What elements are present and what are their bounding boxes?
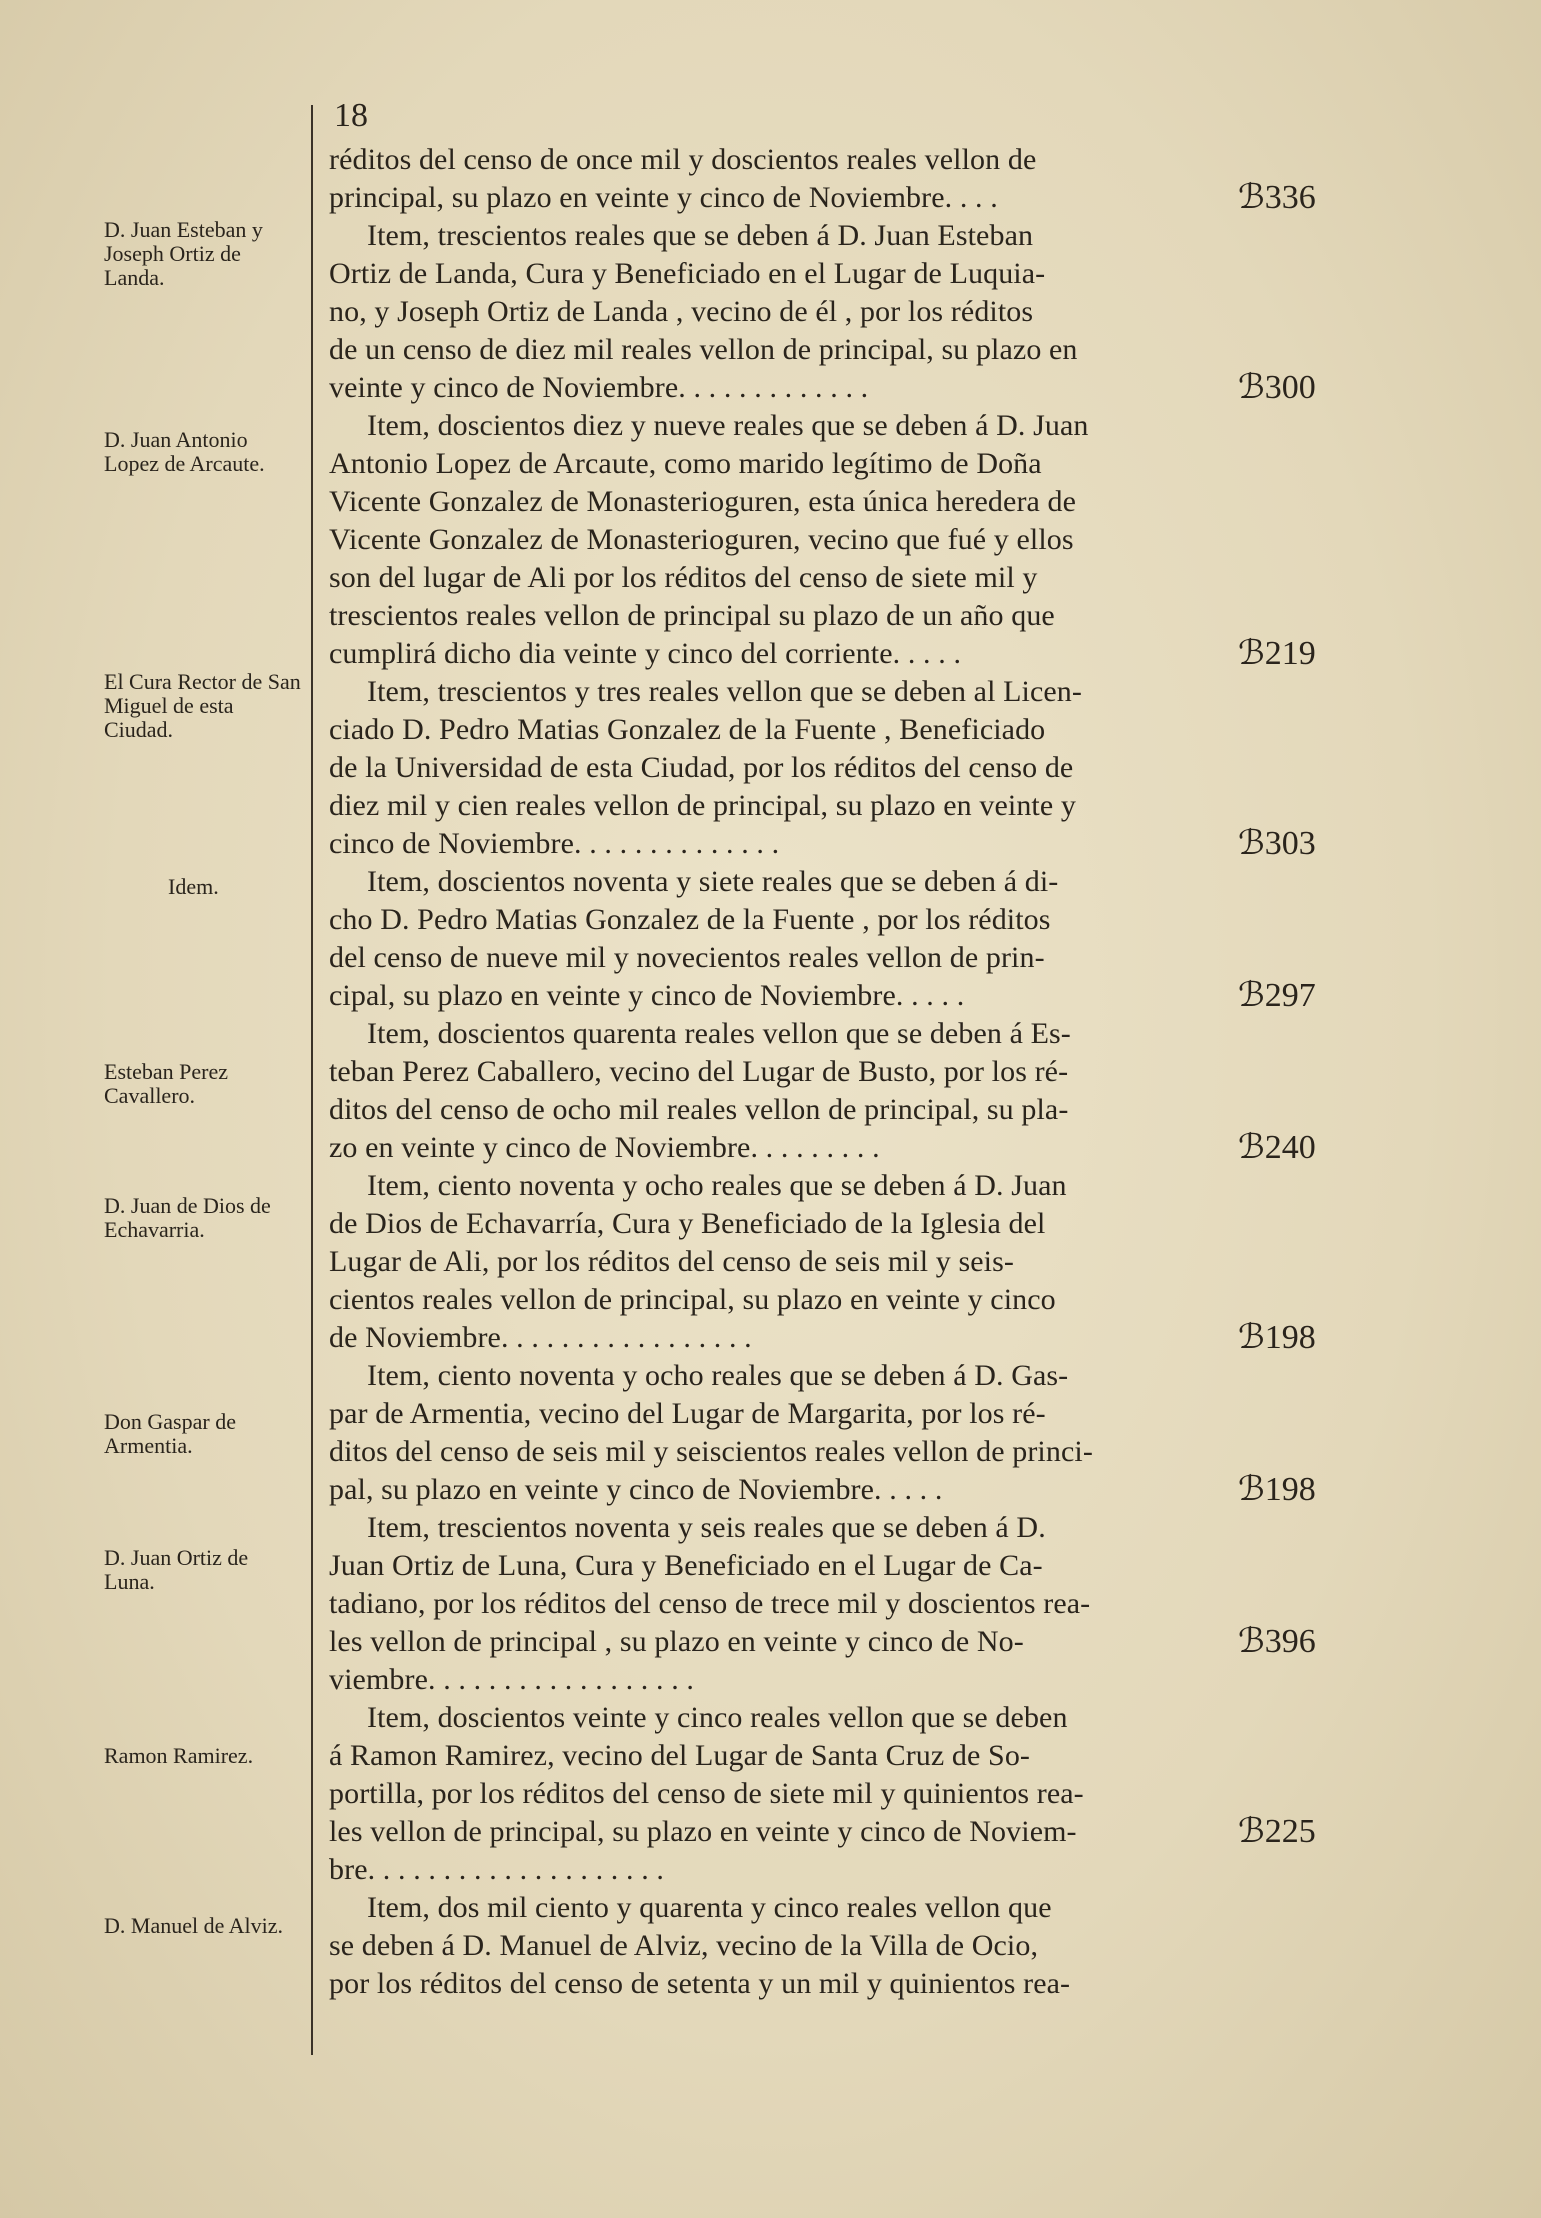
margin-note: D. Juan Ortiz de Luna.	[104, 1545, 249, 1594]
amount: ℬ336	[1238, 179, 1316, 216]
amount: ℬ396	[1238, 1623, 1316, 1660]
amount: ℬ297	[1238, 977, 1316, 1014]
text-line: cho D. Pedro Matias Gonzalez de la Fuente , por los réditos	[329, 903, 1051, 936]
text-line: Vicente Gonzalez de Monasterioguren, vecino que fué y ellos	[329, 523, 1074, 556]
margin-note: Idem.	[168, 874, 219, 899]
text-line: ditos del censo de ocho mil reales vellon de principal, su pla-	[329, 1093, 1069, 1126]
text-line: se deben á D. Manuel de Alviz, vecino de la Villa de Ocio,	[329, 1929, 1039, 1962]
text-line: zo en veinte y cinco de Noviembre. . . . . . . . .	[329, 1131, 880, 1164]
text-line: les vellon de principal , su plazo en veinte y cinco de No-	[329, 1625, 1024, 1658]
margin-note: Don Gaspar de Armentia.	[104, 1409, 236, 1458]
text-line: cientos reales vellon de principal, su plazo en veinte y cinco	[329, 1283, 1056, 1316]
text-line: cumplirá dicho dia veinte y cinco del corriente. . . . .	[329, 637, 962, 670]
text-line: Item, ciento noventa y ocho reales que se deben á D. Juan	[329, 1169, 1067, 1202]
amount: ℬ219	[1238, 635, 1316, 672]
text-line: viembre. . . . . . . . . . . . . . . . . .	[329, 1663, 694, 1696]
text-line: cinco de Noviembre. . . . . . . . . . . . . .	[329, 827, 780, 860]
amount: ℬ225	[1238, 1813, 1316, 1850]
margin-note: Ramon Ramirez.	[104, 1743, 254, 1768]
text-line: Item, trescientos noventa y seis reales que se deben á D.	[329, 1511, 1046, 1544]
text-line: Antonio Lopez de Arcaute, como marido legítimo de Doña	[329, 447, 1042, 480]
amount: ℬ240	[1238, 1129, 1316, 1166]
text-line: Item, ciento noventa y ocho reales que se deben á D. Gas-	[329, 1359, 1069, 1392]
text-line: Lugar de Ali, por los réditos del censo de seis mil y seis-	[329, 1245, 1014, 1278]
text-line: á Ramon Ramirez, vecino del Lugar de Santa Cruz de So-	[329, 1739, 1031, 1772]
text-line: portilla, por los réditos del censo de siete mil y quinientos rea-	[329, 1777, 1084, 1810]
text-line: ditos del censo de seis mil y seiscientos reales vellon de princi-	[329, 1435, 1093, 1468]
text-line: Item, doscientos noventa y siete reales que se deben á di-	[329, 865, 1059, 898]
margin-note: D. Juan Antonio Lopez de Arcaute.	[104, 427, 265, 476]
text-line: les vellon de principal, su plazo en veinte y cinco de Noviem-	[329, 1815, 1077, 1848]
text-line: pal, su plazo en veinte y cinco de Noviembre. . . . .	[329, 1473, 943, 1506]
text-line: de un censo de diez mil reales vellon de principal, su plazo en	[329, 333, 1078, 366]
amount: ℬ303	[1238, 825, 1316, 862]
text-line: ciado D. Pedro Matias Gonzalez de la Fuente , Beneficiado	[329, 713, 1046, 746]
text-line: de Dios de Echavarría, Cura y Beneficiado de la Iglesia del	[329, 1207, 1046, 1240]
text-line: veinte y cinco de Noviembre. . . . . . . . . . . . .	[329, 371, 869, 404]
text-line: Item, doscientos veinte y cinco reales vellon que se deben	[329, 1701, 1068, 1734]
text-line: del censo de nueve mil y novecientos reales vellon de prin-	[329, 941, 1045, 974]
text-line: Item, doscientos diez y nueve reales que se deben á D. Juan	[329, 409, 1089, 442]
text-line: por los réditos del censo de setenta y un mil y quinientos rea-	[329, 1967, 1071, 2000]
text-line: Ortiz de Landa, Cura y Beneficiado en el Lugar de Luquia-	[329, 257, 1046, 290]
text-line: bre. . . . . . . . . . . . . . . . . . . .	[329, 1853, 665, 1886]
margin-note: D. Juan Esteban y Joseph Ortiz de Landa.	[104, 217, 263, 290]
margin-note: D. Manuel de Alviz.	[104, 1913, 284, 1938]
text-line: Item, trescientos y tres reales vellon que se deben al Licen-	[329, 675, 1082, 708]
text-line: de Noviembre. . . . . . . . . . . . . . . . .	[329, 1321, 752, 1354]
text-line: réditos del censo de once mil y doscientos reales vellon de	[329, 143, 1037, 176]
text-line: Item, trescientos reales que se deben á D. Juan Esteban	[329, 219, 1034, 252]
text-line: tadiano, por los réditos del censo de trece mil y doscientos rea-	[329, 1587, 1091, 1620]
text-line: Juan Ortiz de Luna, Cura y Beneficiado en el Lugar de Ca-	[329, 1549, 1043, 1582]
text-line: Item, doscientos quarenta reales vellon que se deben á Es-	[329, 1017, 1071, 1050]
margin-note: El Cura Rector de San Miguel de esta Ciudad.	[104, 669, 301, 742]
margin-note: Esteban Perez Cavallero.	[104, 1059, 228, 1108]
margin-rule	[311, 105, 313, 2055]
margin-note: D. Juan de Dios de Echavarria.	[104, 1193, 271, 1242]
text-line: Vicente Gonzalez de Monasterioguren, esta única heredera de	[329, 485, 1077, 518]
text-line: teban Perez Caballero, vecino del Lugar de Busto, por los ré-	[329, 1055, 1069, 1088]
text-line: trescientos reales vellon de principal su plazo de un año que	[329, 599, 1055, 632]
text-line: cipal, su plazo en veinte y cinco de Noviembre. . . . .	[329, 979, 965, 1012]
page-number: 18	[334, 97, 368, 134]
text-line: no, y Joseph Ortiz de Landa , vecino de él , por los réditos	[329, 295, 1034, 328]
text-line: diez mil y cien reales vellon de principal, su plazo en veinte y	[329, 789, 1076, 822]
text-line: principal, su plazo en veinte y cinco de Noviembre. . . .	[329, 181, 998, 214]
text-line: son del lugar de Ali por los réditos del censo de siete mil y	[329, 561, 1038, 594]
amount: ℬ198	[1238, 1471, 1316, 1508]
text-line: par de Armentia, vecino del Lugar de Margarita, por los ré-	[329, 1397, 1046, 1430]
text-line: de la Universidad de esta Ciudad, por los réditos del censo de	[329, 751, 1074, 784]
text-line: Item, dos mil ciento y quarenta y cinco reales vellon que	[329, 1891, 1052, 1924]
amount: ℬ198	[1238, 1319, 1316, 1356]
amount: ℬ300	[1238, 369, 1316, 406]
